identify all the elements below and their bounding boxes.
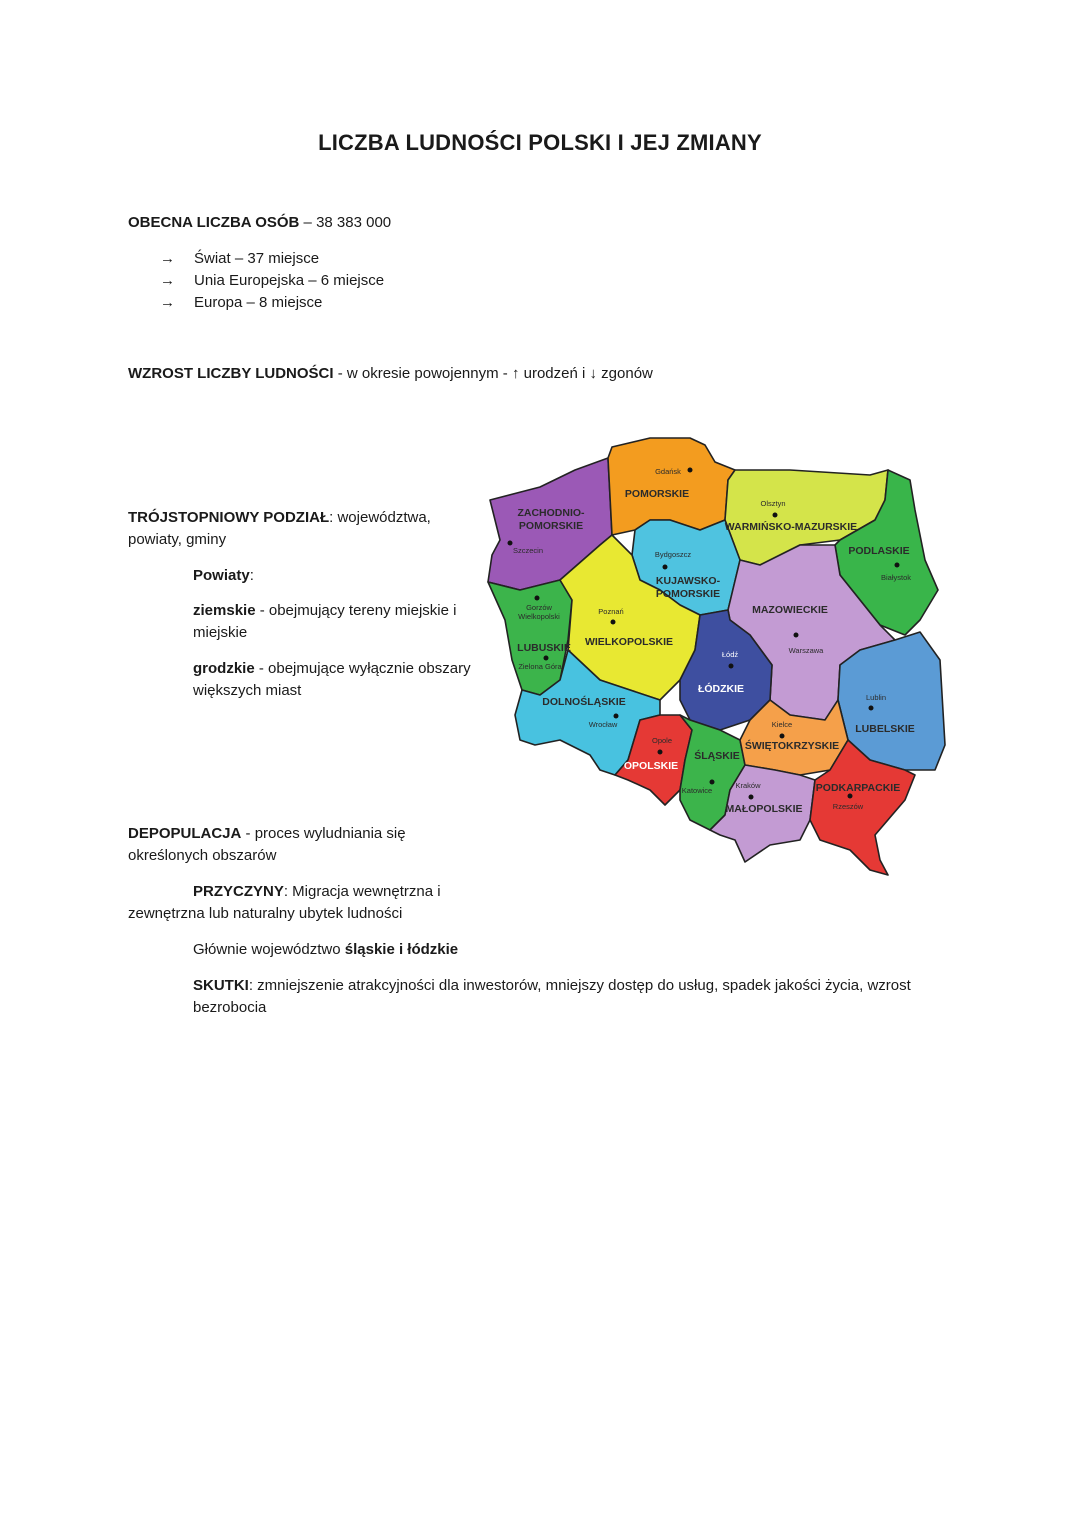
region-label: LUBUSKIE xyxy=(517,642,571,654)
causes-label: PRZYCZYNY xyxy=(193,883,284,900)
city-label: Zielona Góra xyxy=(518,662,562,671)
list-item xyxy=(160,292,384,314)
grodzkie-line xyxy=(193,658,478,702)
growth-text: - w okresie powojennym - xyxy=(333,365,512,382)
population-label: OBECNA LICZBA OSÓB xyxy=(128,214,300,231)
grodzkie-label: grodzkie xyxy=(193,660,255,677)
arrow-right-icon: → xyxy=(160,272,175,289)
region-lubuskie xyxy=(488,580,572,695)
ziemskie-line xyxy=(193,600,468,644)
region-label: MAŁOPOLSKIE xyxy=(725,803,803,815)
city-label: Warszawa xyxy=(788,646,824,655)
division-line xyxy=(128,507,448,551)
growth-text: urodzeń i xyxy=(519,365,590,382)
rank-world: Świat – 37 miejsce xyxy=(194,250,320,267)
city-label: Bydgoszcz xyxy=(654,550,692,559)
region-label: OPOLSKIE xyxy=(623,760,679,772)
causes-line-2: zewnętrzna lub naturalny ubytek ludności xyxy=(128,905,403,922)
poland-map xyxy=(484,432,950,882)
effects-label: SKUTKI xyxy=(193,977,249,994)
region-label: ŁÓDZKIE xyxy=(697,683,745,695)
region-label: KUJAWSKO- xyxy=(655,575,721,587)
city-label: Wielkopolski xyxy=(518,612,560,621)
main-regions-line xyxy=(193,939,458,961)
page-title: LICZBA LUDNOŚCI POLSKI I JEJ ZMIANY xyxy=(318,130,762,155)
depopulation-label: DEPOPULACJA xyxy=(128,825,242,842)
region-label: ŚLĄSKIE xyxy=(694,750,740,762)
arrow-down-icon: ↓ xyxy=(589,365,597,382)
region-label: LUBELSKIE xyxy=(855,723,915,735)
ranks-list xyxy=(160,248,384,314)
region-label: DOLNOŚLĄSKIE xyxy=(542,696,626,708)
city-label: Opole xyxy=(651,736,673,745)
powiaty-colon: : xyxy=(249,567,254,584)
division-label: TRÓJSTOPNIOWY PODZIAŁ xyxy=(128,509,330,526)
population-line xyxy=(128,212,391,234)
region-label: MAZOWIECKIE xyxy=(752,604,828,616)
city-label: Białystok xyxy=(880,573,912,582)
region-label: WARMIŃSKO-MAZURSKIE xyxy=(724,521,858,533)
region-label: POMORSKIE xyxy=(518,520,584,532)
rank-eu: Unia Europejska – 6 miejsce xyxy=(194,272,385,289)
causes-line-1 xyxy=(193,881,441,903)
arrow-up-icon: ↑ xyxy=(511,365,520,382)
powiaty-label: Powiaty xyxy=(193,567,250,584)
region-label: ŚWIĘTOKRZYSKIE xyxy=(744,740,840,752)
region-label: ZACHODNIO- xyxy=(517,507,585,519)
region-label: POMORSKIE xyxy=(624,488,690,500)
poland-voivodeships-map xyxy=(484,432,950,882)
causes-text: : Migracja wewnętrzna i xyxy=(283,883,441,900)
main-regions-text: Głównie województwo xyxy=(193,941,345,958)
ziemskie-text: - obejmujący tereny miejskie i miejskie xyxy=(193,602,457,641)
main-regions-bold: śląskie i łódzkie xyxy=(344,941,459,958)
ziemskie-label: ziemskie xyxy=(193,602,256,619)
grodzkie-text: - obejmujące wyłącznie obszary większych miast xyxy=(193,660,471,699)
city-label: Lublin xyxy=(865,693,887,702)
growth-line xyxy=(128,363,653,385)
growth-text: zgonów xyxy=(597,365,653,382)
city-label: Gdańsk xyxy=(655,467,681,476)
list-item xyxy=(160,248,384,270)
city-label: Łódź xyxy=(721,650,739,659)
depopulation-line xyxy=(128,823,408,867)
effects-text: : zmniejszenie atrakcyjności dla inwestorów, mniejszy dostęp do usług, spadek jakości życia, wzrost bezrobocia xyxy=(193,977,911,1016)
city-label: Rzeszów xyxy=(832,802,864,811)
city-label: Olsztyn xyxy=(760,499,786,508)
division-text: : województwa, powiaty, gminy xyxy=(128,509,431,548)
region-label: POMORSKIE xyxy=(655,588,721,600)
city-label: Szczecin xyxy=(512,546,544,555)
region-label: PODKARPACKIE xyxy=(815,782,901,794)
city-label: Gorzów xyxy=(526,603,552,612)
region-label: PODLASKIE xyxy=(848,545,910,557)
rank-europe: Europa – 8 miejsce xyxy=(194,294,323,311)
growth-label: WZROST LICZBY LUDNOŚCI xyxy=(128,365,334,382)
city-label: Kielce xyxy=(771,720,793,729)
population-value: – 38 383 000 xyxy=(299,214,392,231)
depopulation-text: - proces wyludniania się określonych obszarów xyxy=(128,825,406,864)
list-item xyxy=(160,270,384,292)
city-label: Wrocław xyxy=(588,720,618,729)
arrow-right-icon: → xyxy=(160,250,175,267)
city-label: Poznań xyxy=(598,607,624,616)
powiaty-heading xyxy=(193,565,254,587)
effects-line xyxy=(193,975,913,1019)
arrow-right-icon: → xyxy=(160,294,175,311)
region-label: WIELKOPOLSKIE xyxy=(584,636,674,648)
city-label: Kraków xyxy=(735,781,761,790)
city-label: Katowice xyxy=(681,786,713,795)
